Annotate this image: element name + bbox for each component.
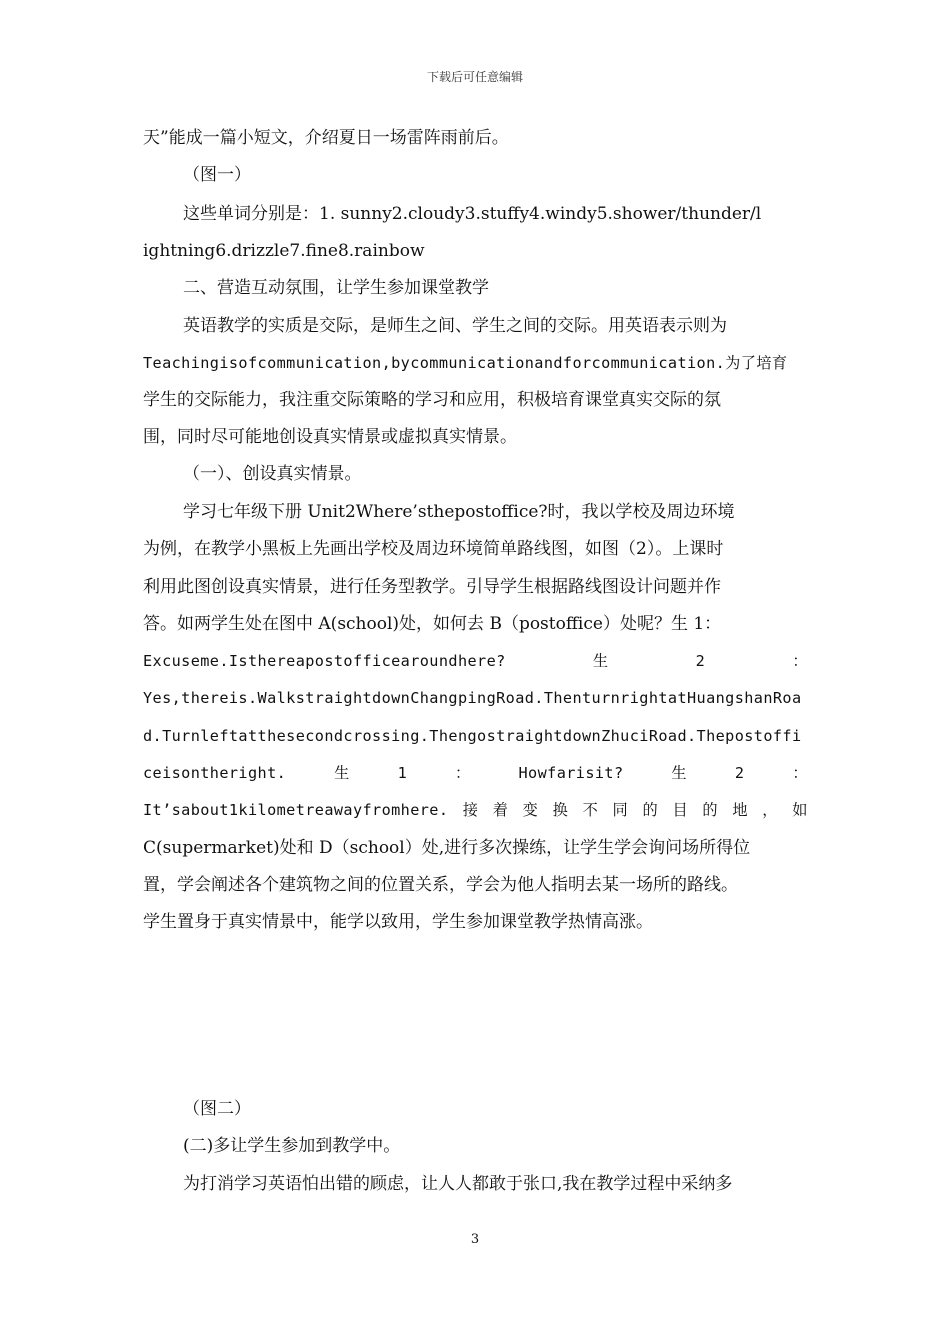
text-segment: 如 (792, 801, 808, 819)
text-segment: 生 (334, 764, 350, 782)
text-segment: 的 (702, 801, 718, 819)
text-segment: 生 (592, 652, 609, 670)
text-segment: 变 (522, 801, 539, 819)
body-line: ightning6.drizzle7.fine8.rainbow (143, 241, 425, 261)
text-segment: 目 (672, 801, 689, 819)
text-segment: ceisontheright. (143, 764, 287, 782)
text-segment: 同 (612, 801, 629, 819)
text-segment: 换 (552, 801, 569, 819)
body-line: C(supermarket)处和 D（school）处,进行多次操练，让学生学会询问场所得位 (143, 838, 751, 858)
body-line: d.Turnleftatthesecondcrossing.ThengostraightdownZhuciRoad.Thepostoffi (143, 727, 802, 745)
text-segment: Excuseme.Isthereapostofficearoundhere? (143, 652, 506, 670)
figure-caption: （图一） (183, 165, 251, 185)
body-line: Yes,thereis.WalkstraightdownChangpingRoad.ThenturnrightatHuangshanRoa (143, 689, 802, 707)
body-line: 学生的交际能力，我注重交际策略的学习和应用，积极培育课堂真实交际的氛 (143, 390, 721, 410)
body-line: 学生置身于真实情景中，能学以致用，学生参加课堂教学热情高涨。 (143, 912, 653, 932)
text-segment: 2 (695, 652, 706, 670)
text-segment: 接 (462, 801, 479, 819)
body-line: 学习七年级下册 Unit2Where’sthepostoffice?时，我以学校及周边环境 (183, 502, 735, 522)
body-line: 为打消学习英语怕出错的顾虑，让人人都敢于张口,我在教学过程中采纳多 (183, 1174, 733, 1194)
body-line: 英语教学的实质是交际，是师生之间、学生之间的交际。用英语表示则为 (183, 316, 727, 336)
text-segment: ： (455, 764, 471, 782)
text-segment: Howfarisit? (518, 764, 624, 782)
body-line: 为例，在教学小黑板上先画出学校及周边环境简单路线图，如图（2）。上课时 (143, 539, 724, 559)
text-segment: 2 (734, 764, 745, 782)
justified-line (143, 649, 808, 673)
text-segment: ： (792, 652, 808, 670)
text-segment: 地 (732, 801, 748, 819)
figure-caption: （图二） (183, 1099, 251, 1119)
body-line: 围，同时尽可能地创设真实情景或虚拟真实情景。 (143, 427, 517, 447)
section-heading: 二、营造互动氛围，让学生参加课堂教学 (183, 278, 489, 298)
page-header: 下载后可任意编辑 (426, 70, 523, 84)
body-line: 这些单词分别是：1. sunny2.cloudy3.stuffy4.windy5.shower/thunder/l (183, 204, 762, 224)
text-segment: 生 (671, 764, 687, 782)
body-line: Teachingisofcommunication,bycommunicationandforcommunication.为了培育 (143, 354, 788, 372)
body-line: 置，学会阐述各个建筑物之间的位置关系，学会为他人指明去某一场所的路线。 (143, 875, 738, 895)
body-line: 答。如两学生处在图中 A(school)处，如何去 B（postoffice）处呢？生 1： (143, 614, 722, 634)
page-number: 3 (470, 1232, 480, 1247)
body-line: 天”能成一篇小短文，介绍夏日一场雷阵雨前后。 (143, 128, 509, 148)
text-segment: ， (762, 801, 778, 819)
subsection-heading: （一）、创设真实情景。 (183, 464, 362, 484)
text-segment: ： (792, 764, 808, 782)
text-segment: 的 (642, 801, 659, 819)
text-segment: 不 (582, 801, 599, 819)
text-segment: 1 (397, 764, 408, 782)
justified-line (143, 761, 808, 785)
text-segment: It’sabout1kilometreawayfromhere. (143, 801, 449, 819)
text-segment: 着 (492, 801, 509, 819)
body-line: 利用此图创设真实情景，进行任务型教学。引导学生根据路线图设计问题并作 (143, 577, 721, 597)
subsection-heading: (二)多让学生参加到教学中。 (183, 1136, 401, 1156)
justified-line (143, 798, 808, 822)
